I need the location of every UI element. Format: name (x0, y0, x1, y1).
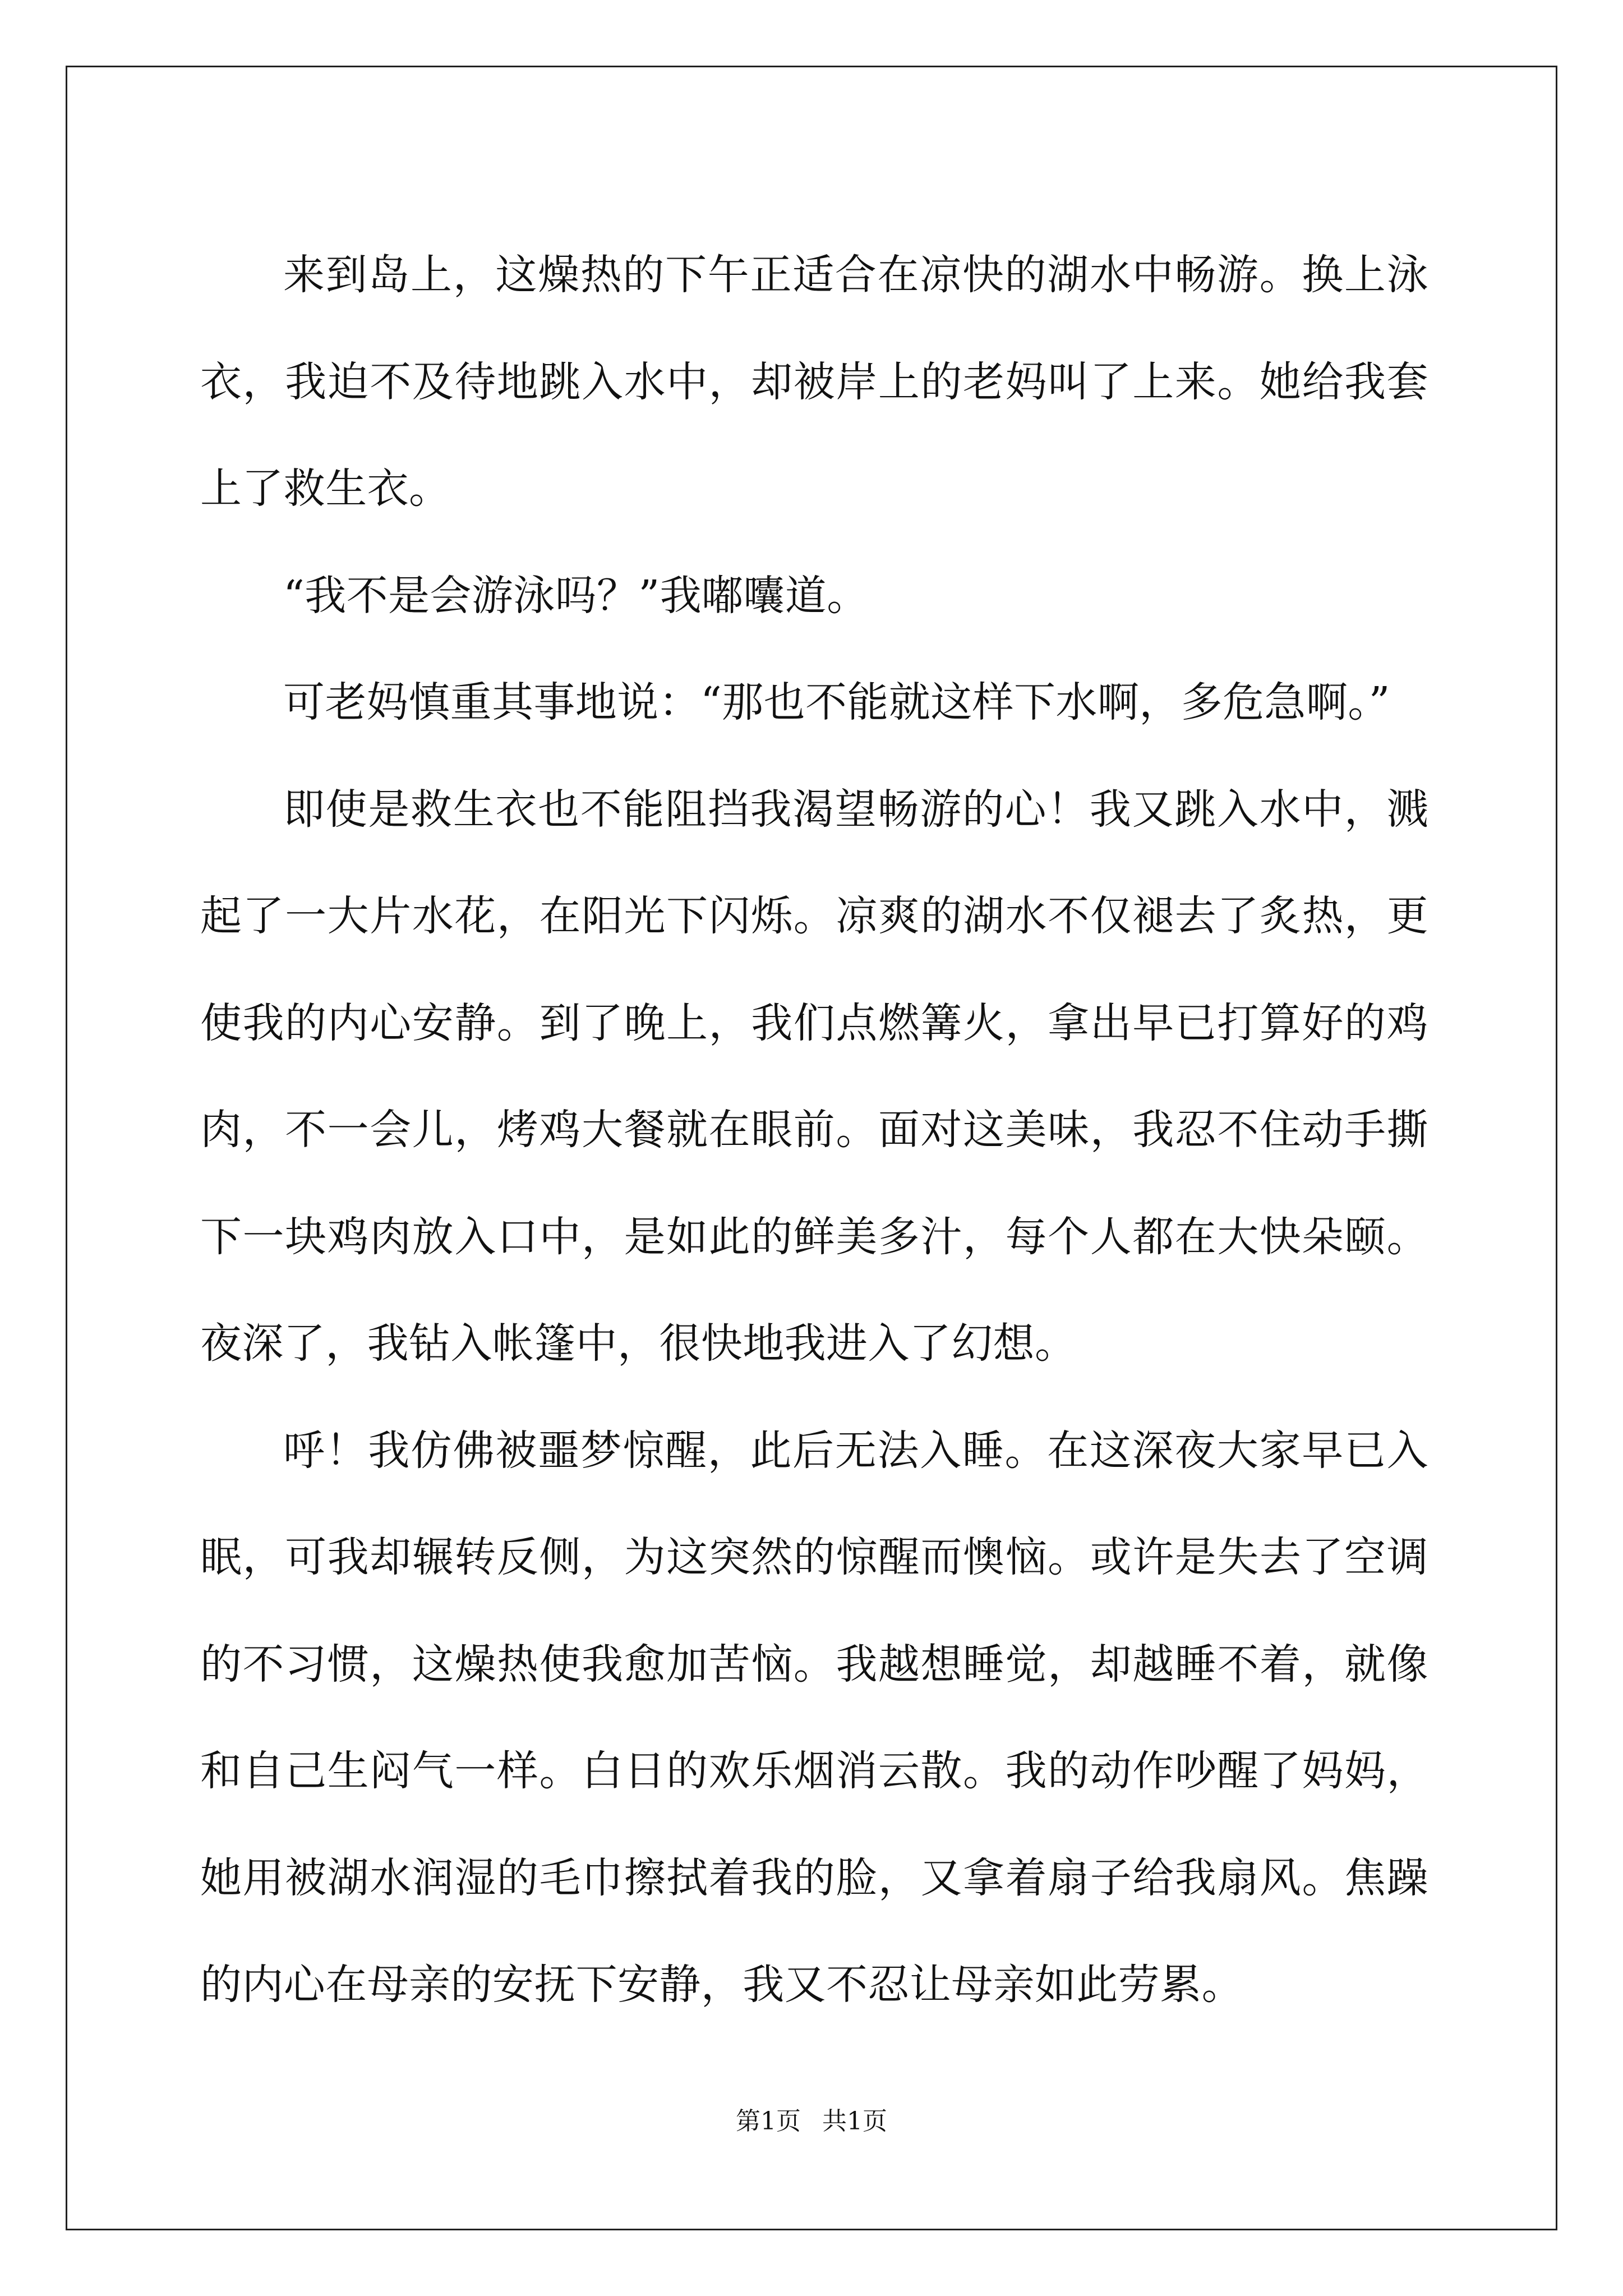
paragraph-5: 呼！我仿佛被噩梦惊醒，此后无法入睡。在这深夜大家早已入眠，可我却辗转反侧，为这突然的惊醒而懊恼。或许是失去了空调的不习惯，这燥热使我愈加苦恼。我越想睡觉，却越睡不着，就像和自己生闷气一样。白日的欢乐烟消云散。我的动作吵醒了妈妈，她用被湖水润湿的毛巾擦拭着我的脸，又拿着扇子给我扇风。焦躁的内心在母亲的安抚下安静，我又不忍让母亲如此劳累。 (200, 1426, 1428, 2009)
paragraph-4: 即使是救生衣也不能阻挡我渴望畅游的心！我又跳入水中，溅起了一大片水花，在阳光下闪烁。凉爽的湖水不仅褪去了炙热，更使我的内心安静。到了晚上，我们点燃篝火，拿出早已打算好的鸡肉，不一会儿，烤鸡大餐就在眼前。面对这美味，我忍不住动手撕下一块鸡肉放入口中，是如此的鲜美多汁，每个人都在大快朵颐。夜深了，我钻入帐篷中，很快地我进入了幻想。 (200, 785, 1428, 1368)
paragraph-1: 来到岛上，这燥热的下午正适合在凉快的湖水中畅游。换上泳衣，我迫不及待地跳入水中，却被岸上的老妈叫了上来。她给我套上了救生衣。 (200, 251, 1428, 513)
page-footer (0, 2105, 1623, 2138)
paragraph-3: 可老妈慎重其事地说：“那也不能就这样下水啊，多危急啊。” (283, 678, 1390, 726)
paragraph-2: “我不是会游泳吗？”我嘟囔道。 (283, 571, 869, 620)
page-total: 共1页 (822, 2107, 887, 2136)
page-number: 第1页 (736, 2107, 801, 2136)
document-body (200, 222, 1428, 2039)
